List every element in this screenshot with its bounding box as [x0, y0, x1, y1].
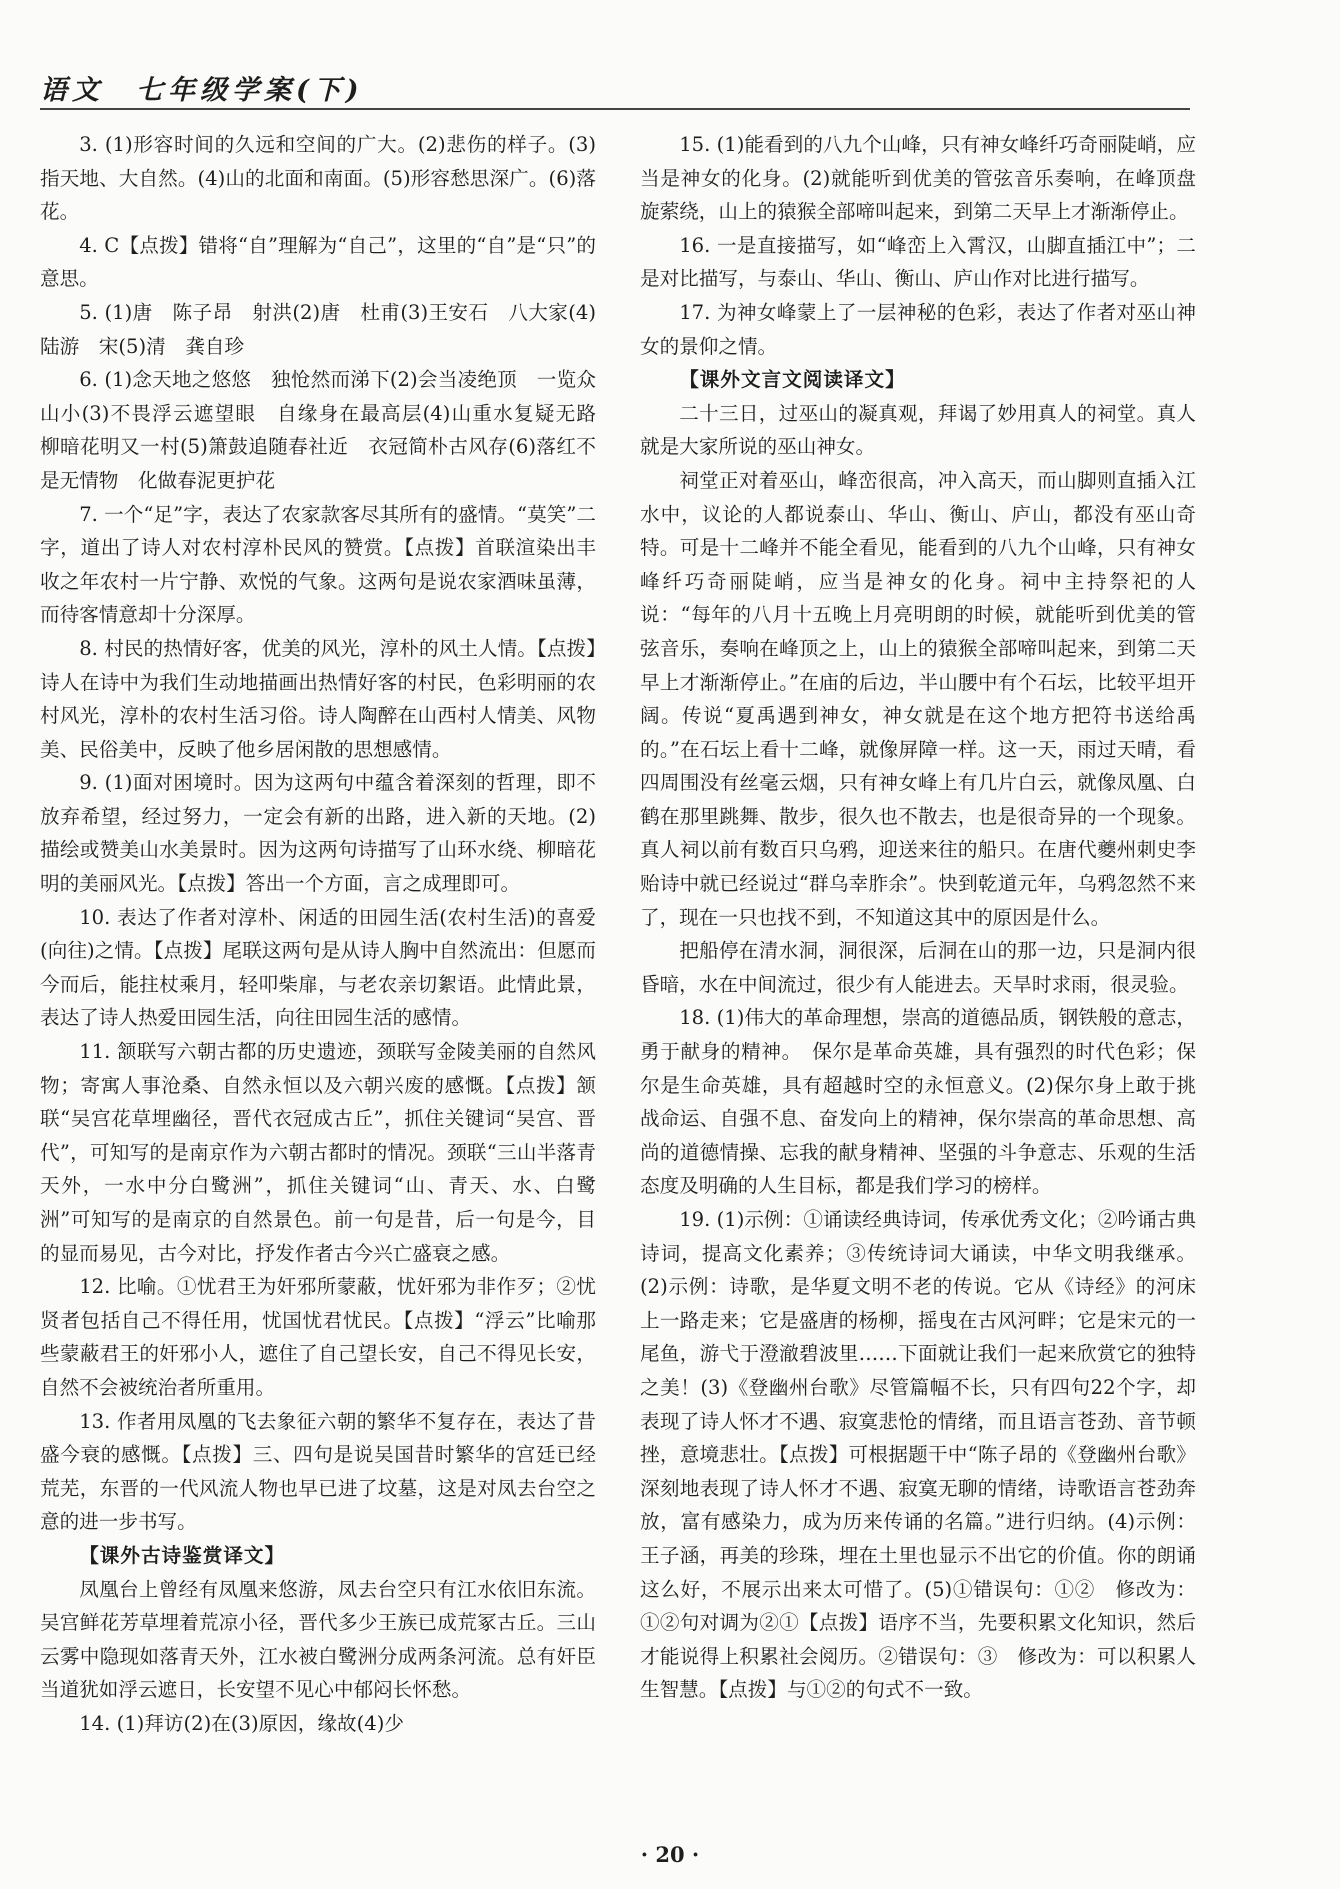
answer-13: 13. 作者用凤凰的飞去象征六朝的繁华不复存在，表达了昔盛今衰的感慨。【点拨】三、四句是说吴国昔时繁华的宫廷已经荒芜，东晋的一代风流人物也早已进了坟墓，这是对凤去台空之意的进一步书写。 — [40, 1409, 596, 1534]
left-column — [40, 128, 616, 1741]
answer-9: 9. (1)面对困境时。因为这两句中蕴含着深刻的哲理，即不放弃希望，经过努力，一定会有新的出路，进入新的天地。(2)描绘或赞美山水美景时。因为这两句诗描写了山环水绕、柳暗花明的美丽风光。【点拨】答出一个方面，言之成理即可。 — [40, 771, 596, 896]
answer-3: 3. (1)形容时间的久远和空间的广大。(2)悲伤的样子。(3)指天地、大自然。(4)山的北面和南面。(5)形容愁思深广。(6)落花。 — [40, 133, 596, 224]
answer-10: 10. 表达了作者对淳朴、闲适的田园生活(农村生活)的喜爱(向往)之情。【点拨】尾联这两句是从诗人胸中自然流出：但愿而今而后，能拄杖乘月，轻叩柴扉，与老农亲切絮语。此情此景，表达了诗人热爱田园生活，向往田园生活的感情。 — [40, 905, 596, 1030]
translation-paragraph-1: 二十三日，过巫山的凝真观，拜谒了妙用真人的祠堂。真人就是大家所说的巫山神女。 — [640, 401, 1196, 459]
answer-12: 12. 比喻。①忧君王为奸邪所蒙蔽，忧奸邪为非作歹；②忧贤者包括自己不得任用，忧国忧君忧民。【点拨】“浮云”比喻那些蒙蔽君王的奸邪小人，遮住了自己望长安，自己不得见长安，自然不会被统治者所重用。 — [40, 1275, 596, 1399]
poem-translation: 凤凰台上曾经有凤凰来悠游，凤去台空只有江水依旧东流。吴宫鲜花芳草埋着荒凉小径，晋代多少王族已成荒冢古丘。三山云雾中隐现如落青天外，江水被白鹭洲分成两条河流。总有奸臣当道犹如浮云遮日，长安望不见心中郁闷长怀愁。 — [40, 1577, 596, 1702]
page-number: · 20 · — [640, 1842, 700, 1867]
answer-7: 7. 一个“足”字，表达了农家款客尽其所有的盛情。“莫笑”二字，道出了诗人对农村淳朴民风的赞赏。【点拨】首联渲染出丰收之年农村一片宁静、欢悦的气象。这两句是说农家酒味虽薄，而待客情意却十分深厚。 — [40, 502, 596, 627]
answer-19: 19. (1)示例：①诵读经典诗词，传承优秀文化；②吟诵古典诗词，提高文化素养；③传统诗词大诵读，中华文明我继承。(2)示例：诗歌，是华夏文明不老的传说。它从《诗经》的河床上一路走来；它是盛唐的杨柳，摇曳在古风河畔；它是宋元的一尾鱼，游弋于澄澈碧波里……下面就让我们一起来欣赏它的独特之美！(3)《登幽州台歌》尽管篇幅不长，只有四句22个字，却表现了诗人怀才不遇、寂寞悲怆的情绪，而且语言苍劲、音节顿挫，意境悲壮。【点拨】可根据题干中“陈子昂的《登幽州台歌》深刻地表现了诗人怀才不遇、寂寞无聊的情绪，诗歌语言苍劲奔放，富有感染力，成为历来传诵的名篇。”进行归纳。(4)示例：王子涵，再美的珍珠，埋在土里也显示不出它的价值。你的朗诵这么好，不展示出来太可惜了。(5)①错误句：①② 修改为：①②句对调为②①【点拨】语序不当，先要积累文化知识，然后才能说得上积累社会阅历。②错误句：③ 修改为：可以积累人生智慧。【点拨】与①②的句式不一致。 — [640, 1208, 1196, 1702]
answer-15: 15. (1)能看到的八九个山峰，只有神女峰纤巧奇丽陡峭，应当是神女的化身。(2)就能听到优美的管弦音乐奏响，在峰顶盘旋萦绕，山上的猿猴全部啼叫起来，到第二天早上才渐渐停止。 — [640, 133, 1196, 224]
answer-6: 6. (1)念天地之悠悠 独怆然而涕下(2)会当凌绝顶 一览众山小(3)不畏浮云遮望眼 自缘身在最高层(4)山重水复疑无路 柳暗花明又一村(5)箫鼓追随春社近 衣冠简朴古风存(6)落红不是无情物 化做春泥更护花 — [40, 368, 616, 492]
answer-4: 4. C【点拨】错将“自”理解为“自己”，这里的“自”是“只”的意思。 — [40, 233, 596, 291]
answer-18: 18. (1)伟大的革命理想，崇高的道德品质，钢铁般的意志，勇于献身的精神。 保尔是革命英雄，具有强烈的时代色彩；保尔是生命英雄，具有超越时空的永恒意义。(2)保尔身上敢于挑战命运、自强不息、奋发向上的精神，保尔崇高的革命思想、高尚的道德情操、忘我的献身精神、坚强的斗争意志、乐观的生活态度及明确的人生目标，都是我们学习的榜样。 — [640, 1006, 1196, 1198]
section-heading-classical-translation: 【课外文言文阅读译文】 — [679, 368, 906, 392]
answer-5: 5. (1)唐 陈子昂 射洪(2)唐 杜甫(3)王安石 八大家(4)陆游 宋(5)清 龚自珍 — [40, 300, 596, 358]
header-title: 语文 七年级学案(下) — [40, 75, 364, 106]
answer-8: 8. 村民的热情好客，优美的风光，淳朴的风土人情。【点拨】诗人在诗中为我们生动地描画出热情好客的村民，色彩明丽的农村风光，淳朴的农村生活习俗。诗人陶醉在山西村人情美、风物美、民俗美中，反映了他乡居闲散的思想感情。 — [40, 636, 596, 761]
translation-paragraph-2: 祠堂正对着巫山，峰峦很高，冲入高天，而山脚则直插入江水中，议论的人都说泰山、华山、衡山、庐山，都没有巫山奇特。可是十二峰并不能全看见，能看到的八九个山峰，只有神女峰纤巧奇丽陡峭，应当是神女的化身。祠中主持祭祀的人说：“每年的八月十五晚上月亮明朗的时候，就能听到优美的管弦音乐，奏响在峰顶之上，山上的猿猴全部啼叫起来，到第二天早上才渐渐停止。”在庙的后边，半山腰中有个石坛，比较平坦开阔。传说“夏禹遇到神女，神女就是在这个地方把符书送给禹的。”在石坛上看十二峰，就像屏障一样。这一天，雨过天晴，看四周围没有丝毫云烟，只有神女峰上有几片白云，就像凤凰、白鹤在那里跳舞、散步，很久也不散去，也是很奇异的一个现象。真人祠以前有数百只乌鸦，迎送来往的船只。在唐代夔州刺史李贻诗中就已经说过“群乌幸胙余”。快到乾道元年，乌鸦忽然不来了，现在一只也找不到，不知道这其中的原因是什么。 — [640, 468, 1196, 929]
translation-paragraph-3: 把船停在清水洞，洞很深，后洞在山的那一边，只是洞内很昏暗，水在中间流过，很少有人能进去。天旱时求雨，很灵验。 — [640, 939, 1196, 996]
answer-11: 11. 颔联写六朝古都的历史遗迹，颈联写金陵美丽的自然风物；寄寓人事沧桑、自然永恒以及六朝兴废的感慨。【点拨】颔联“吴宫花草埋幽径，晋代衣冠成古丘”，抓住关键词“吴宫、晋代”，可知写的是南京作为六朝古都时的情况。颈联“三山半落青天外，一水中分白鹭洲”，抓住关键词“山、青天、水、白鹭洲”可知写的是南京的自然景色。前一句是昔，后一句是今，目的显而易见，古今对比，抒发作者古今兴亡盛衰之感。 — [40, 1040, 596, 1265]
section-heading-poem-translation: 【课外古诗鉴赏译文】 — [79, 1543, 286, 1567]
answer-17: 17. 为神女峰蒙上了一层神秘的色彩，表达了作者对巫山神女的景仰之情。 — [640, 300, 1196, 358]
page-header — [40, 68, 1190, 106]
right-column — [640, 128, 1196, 1707]
header-divider — [40, 108, 1190, 110]
answer-14: 14. (1)拜访(2)在(3)原因，缘故(4)少 — [79, 1711, 404, 1735]
answer-16: 16. 一是直接描写，如“峰峦上入霄汉，山脚直插江中”；二是对比描写，与泰山、华山、衡山、庐山作对比进行描写。 — [640, 233, 1196, 291]
